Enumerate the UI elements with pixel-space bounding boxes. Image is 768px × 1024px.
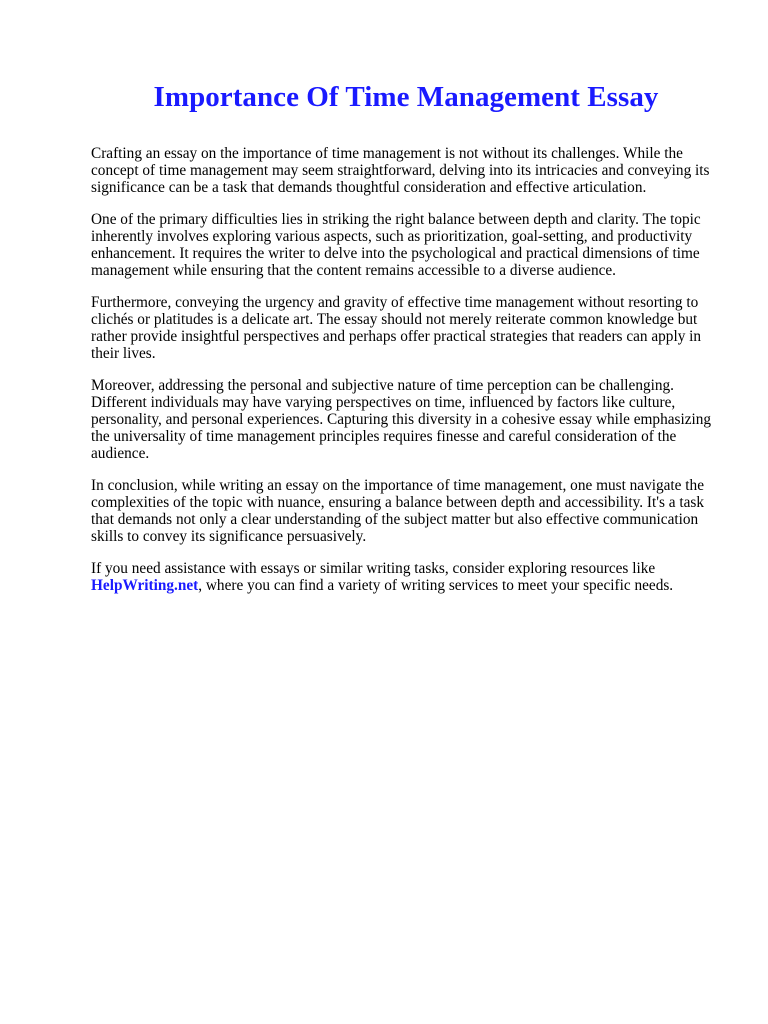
paragraph-6-intro: If you need assistance with essays or similar writing tasks, consider exploring resources like <box>91 560 656 577</box>
paragraph-6 <box>91 560 727 594</box>
paragraph-2: One of the primary difficulties lies in striking the right balance between depth and clarity. The topic inherently involves exploring various aspects, such as prioritization, goal-setting, and productivity enhancement. It requires the writer to delve into the psychological and practical dimensions of time management while ensuring that the content remains accessible to a diverse audience. <box>91 211 701 279</box>
paragraph-4: Moreover, addressing the personal and subjective nature of time perception can be challenging. Different individuals may have varying perspectives on time, influenced by factors like culture, personality, and personal experiences. Capturing this diversity in a cohesive essay while emphasizing the universality of time management principles requires finesse and careful consideration of the audience. <box>91 377 712 462</box>
page-title: Importance Of Time Management Essay <box>153 81 659 113</box>
essay-body <box>91 145 727 609</box>
helpwriting-link[interactable]: HelpWriting.net <box>91 577 199 594</box>
paragraph-5: In conclusion, while writing an essay on the importance of time management, one must navigate the complexities of the topic with nuance, ensuring a balance between depth and accessibility. It's a task that demands not only a clear understanding of the subject matter but also effective communication skills to convey its significance persuasively. <box>91 477 705 545</box>
paragraph-6-outro: , where you can find a variety of writing services to meet your specific needs. <box>198 577 674 594</box>
paragraph-3: Furthermore, conveying the urgency and gravity of effective time management without resorting to clichés or platitudes is a delicate art. The essay should not merely reiterate common knowledge but rather provide insightful perspectives and perhaps offer practical strategies that readers can apply in their lives. <box>91 294 702 362</box>
paragraph-1: Crafting an essay on the importance of time management is not without its challenges. While the concept of time management may seem straightforward, delving into its intricacies and conveying its significance can be a task that demands thoughtful consideration and effective articulation. <box>91 145 710 196</box>
